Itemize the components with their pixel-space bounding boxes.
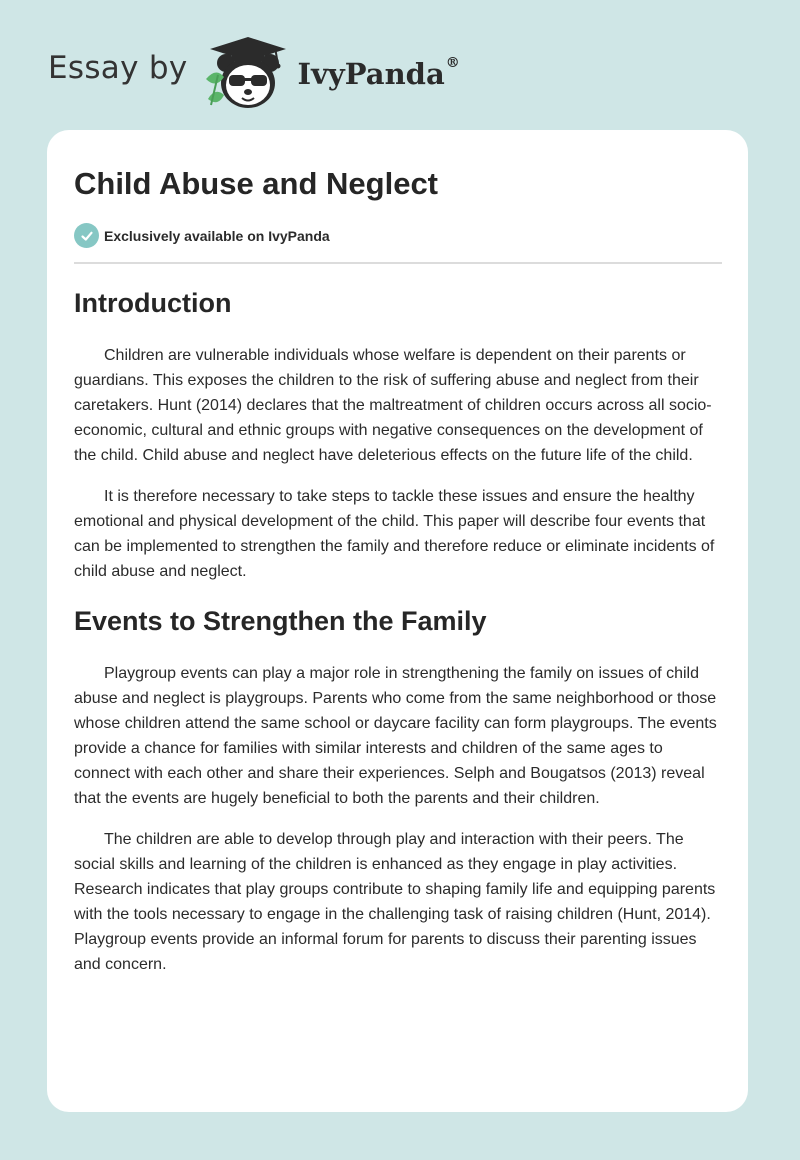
page-title: Child Abuse and Neglect xyxy=(74,166,439,201)
paragraph: The children are able to develop through play and interaction with their peers. The social skills and learning of the children is enhanced as they engage in play activities. Research indicates that play groups contribute to shaping family life and equipping parents with the tools necessary to engage in the challenging task of raising children (Hunt, 2014). Playgroup events provide an informal forum for parents to discuss their parenting issues and concern. xyxy=(74,831,716,973)
registered-mark: ® xyxy=(445,55,460,71)
check-circle-icon xyxy=(74,223,99,248)
essay-card xyxy=(47,130,748,1112)
exclusive-badge xyxy=(74,223,722,248)
site-header xyxy=(48,32,460,112)
panda-graduate-icon[interactable] xyxy=(202,33,294,111)
brand-name-text: IvyPanda xyxy=(297,57,445,91)
section-heading-events: Events to Strengthen the Family xyxy=(74,606,487,636)
paragraph: Children are vulnerable individuals whose welfare is dependent on their parents or guardians. This exposes the children to the risk of suffering abuse and neglect from their caretakers. Hunt (2014) declares that the maltreatment of children occurs across all socio-economic, cultural and ethnic groups with negative consequences on the development of the child. Child abuse and neglect have deleterious effects on the future life of the child. xyxy=(74,347,712,464)
panda-logo-svg xyxy=(202,33,294,111)
paragraph: It is therefore necessary to take steps to tackle these issues and ensure the healthy emotional and physical development of the child. This paper will describe four events that can be implemented to strengthen the family and therefore reduce or eliminate incidents of child abuse and neglect. xyxy=(74,488,715,580)
brand-prefix: Essay by xyxy=(48,50,188,86)
title-divider xyxy=(74,262,722,264)
paragraph: Playgroup events can play a major role in strengthening the family on issues of child abuse and neglect is playgroups. Parents who come from the same neighborhood or those whose children attend the same school or daycare facility can form playgroups. The events provide a chance for families with similar interests and children of the same ages to connect with each other and share their experiences. Selph and Bougatsos (2013) reveal that the events are hugely beneficial to both the parents and their children. xyxy=(74,665,717,807)
section-heading-introduction: Introduction xyxy=(74,288,232,318)
check-mark-icon xyxy=(80,229,94,243)
brand-name[interactable] xyxy=(298,57,460,91)
exclusive-badge-label: Exclusively available on IvyPanda xyxy=(104,227,330,244)
